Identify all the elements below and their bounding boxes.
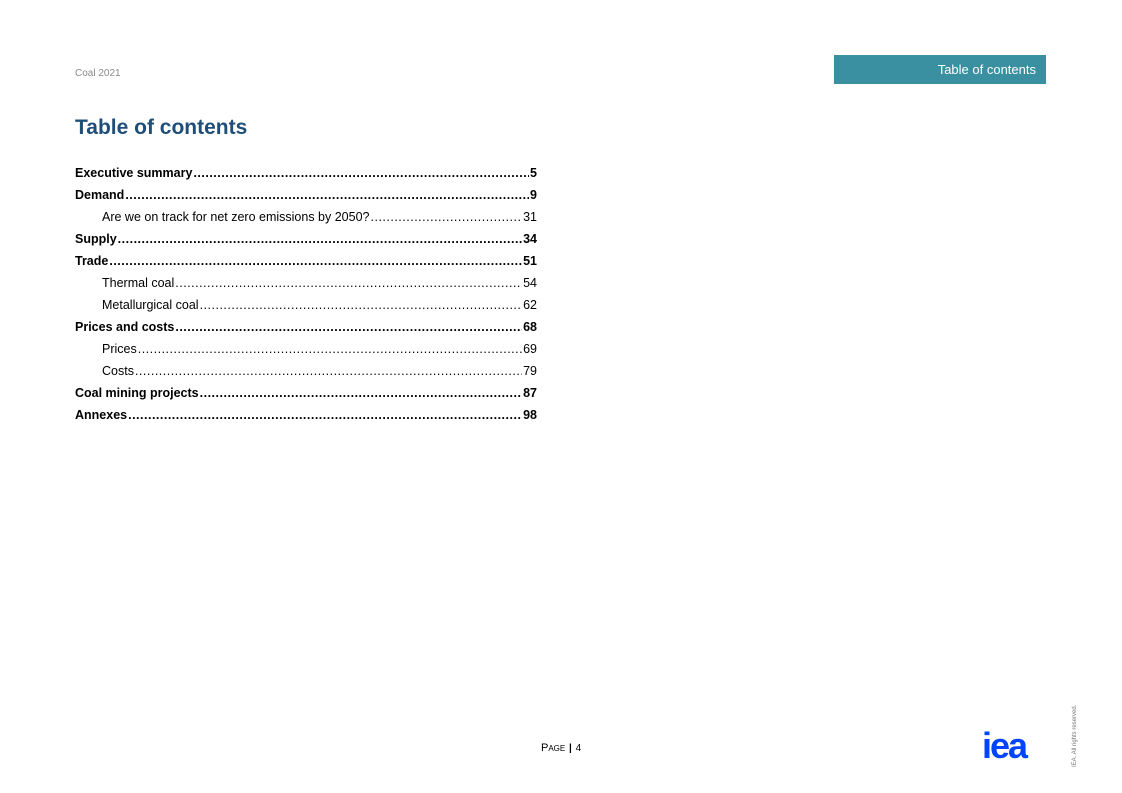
section-tab: Table of contents (834, 55, 1046, 84)
toc-leader (125, 184, 529, 206)
page-title: Table of contents (75, 116, 248, 139)
iea-logo-icon (982, 731, 1048, 763)
toc-entry[interactable] (75, 338, 537, 360)
toc-entry[interactable] (75, 316, 537, 338)
toc-entry[interactable] (75, 206, 537, 228)
toc-entry-label: Prices (102, 342, 137, 356)
toc-entry[interactable] (75, 404, 537, 426)
toc-leader (138, 338, 522, 360)
toc-leader (200, 294, 523, 316)
page-word: Page (541, 742, 566, 754)
toc-entry-label: Annexes (75, 408, 128, 422)
toc-entry-page: 68 (523, 320, 537, 334)
toc-entry-label: Executive summary (75, 166, 193, 180)
toc-entry-label: Demand (75, 188, 125, 202)
toc-entry[interactable] (75, 360, 537, 382)
toc-leader (175, 272, 522, 294)
toc-leader (128, 404, 522, 426)
toc-entry-label: Trade (75, 254, 109, 268)
toc-entry-label: Prices and costs (75, 320, 175, 334)
toc-entry-page: 9 (530, 188, 537, 202)
iea-logo-text: iea (982, 731, 1027, 763)
toc-leader (109, 250, 522, 272)
rights-notice: IEA. All rights reserved. (1072, 704, 1078, 767)
toc-entry[interactable] (75, 250, 537, 272)
toc-entry-page: 79 (523, 364, 537, 378)
toc-entry-page: 87 (523, 386, 537, 400)
toc-leader (175, 316, 522, 338)
toc-entry-page: 31 (523, 210, 537, 224)
toc-entry-label: Costs (102, 364, 134, 378)
toc-leader (200, 382, 522, 404)
toc-entry-page: 51 (523, 254, 537, 268)
toc-entry-label: Thermal coal (102, 276, 175, 290)
toc-entry[interactable] (75, 162, 537, 184)
toc-entry-label: Supply (75, 232, 117, 246)
toc-entry-label: Are we on track for net zero emissions by 2050? (102, 210, 370, 224)
page-separator: | (569, 743, 572, 754)
toc-entry[interactable] (75, 382, 537, 404)
toc-entry[interactable] (75, 272, 537, 294)
toc-leader (118, 228, 522, 250)
page-number: 4 (575, 743, 582, 754)
toc-entry-label: Coal mining projects (75, 386, 199, 400)
report-name: Coal 2021 (75, 68, 121, 79)
toc-entry-page: 62 (523, 298, 537, 312)
toc-entry-label: Metallurgical coal (102, 298, 199, 312)
toc-entry[interactable] (75, 228, 537, 250)
toc-entry-page: 5 (530, 166, 537, 180)
toc-entry[interactable] (75, 294, 537, 316)
toc-entry-page: 98 (523, 408, 537, 422)
toc-entry-page: 69 (523, 342, 537, 356)
toc-leader (193, 162, 529, 184)
table-of-contents (75, 162, 537, 426)
toc-leader (135, 360, 522, 382)
toc-entry[interactable] (75, 184, 537, 206)
toc-leader (371, 206, 523, 228)
toc-entry-page: 34 (523, 232, 537, 246)
page-number-footer (541, 742, 581, 754)
toc-entry-page: 54 (523, 276, 537, 290)
